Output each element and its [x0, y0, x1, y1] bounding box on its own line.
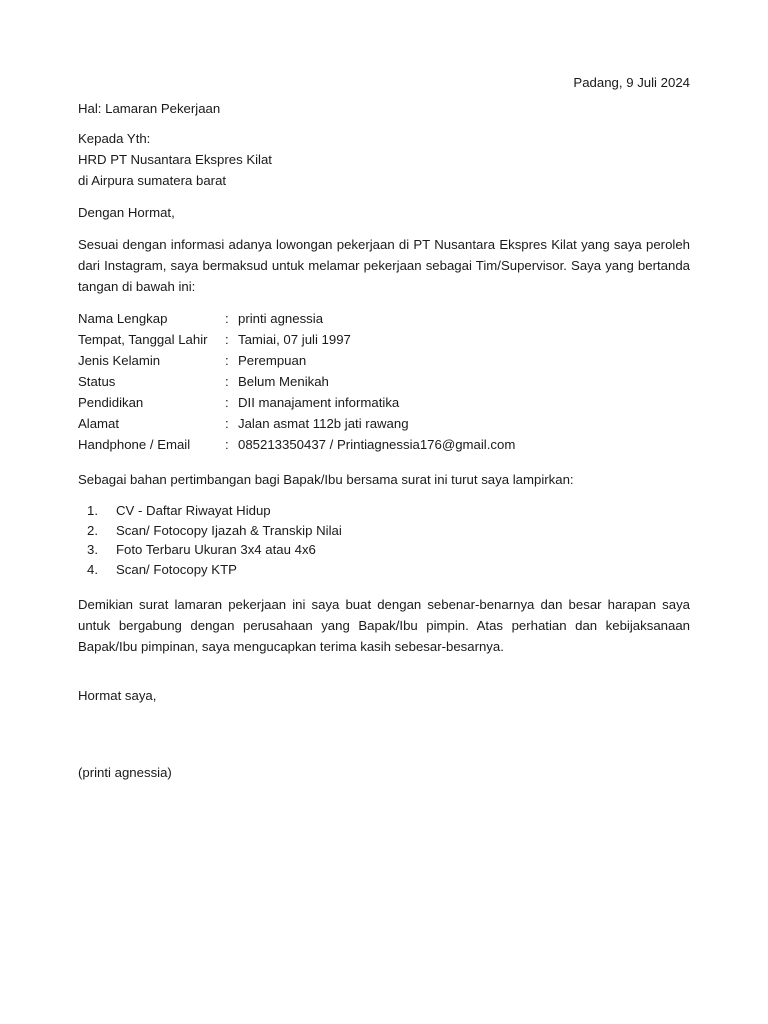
identity-row [78, 329, 515, 350]
identity-value: 085213350437 / Printiagnessia176@gmail.com [238, 437, 516, 452]
identity-colon: : [225, 395, 229, 410]
identity-colon: : [225, 332, 229, 347]
recipient-block [78, 128, 690, 191]
list-text: Scan/ Fotocopy KTP [116, 561, 237, 577]
identity-label: Nama Lengkap [78, 311, 168, 326]
identity-colon: : [225, 353, 229, 368]
identity-row [78, 392, 515, 413]
letter-date: Padang, 9 Juli 2024 [573, 75, 690, 90]
identity-label: Status [78, 374, 116, 389]
identity-label: Pendidikan [78, 395, 144, 410]
list-number: 3. [87, 542, 98, 557]
list-item [78, 521, 690, 541]
regards: Hormat saya, [78, 688, 157, 703]
closing-paragraph: Demikian surat lamaran pekerjaan ini saya buat dengan sebenar-benarnya dan besar harapan saya untuk bergabung dengan perusahaan yang Bapak/Ibu pimpin. Atas perhatian dan kebijaksanaan Bapak/Ibu pimpinan, saya mengucapkan terima kasih sebesar-besarnya. [78, 597, 690, 654]
identity-row [78, 434, 515, 455]
identity-row [78, 371, 515, 392]
attachments-list [78, 501, 690, 579]
identity-label: Tempat, Tanggal Lahir [78, 332, 208, 347]
letter-subject: Hal: Lamaran Pekerjaan [78, 101, 221, 116]
signature-name: (printi agnessia) [78, 765, 172, 780]
list-item [78, 560, 690, 580]
recipient-line: di Airpura sumatera barat [78, 173, 227, 188]
identity-label: Jenis Kelamin [78, 353, 161, 368]
recipient-line: HRD PT Nusantara Ekspres Kilat [78, 152, 272, 167]
identity-row [78, 350, 515, 371]
identity-value: Tamiai, 07 juli 1997 [238, 332, 351, 347]
list-text: Foto Terbaru Ukuran 3x4 atau 4x6 [116, 542, 316, 557]
identity-label: Handphone / Email [78, 437, 191, 452]
attachments-intro: Sebagai bahan pertimbangan bagi Bapak/Ibu bersama surat ini turut saya lampirkan: [78, 472, 574, 487]
identity-value: DII manajament informatika [238, 395, 400, 410]
identity-colon: : [225, 416, 229, 431]
list-text: Scan/ Fotocopy Ijazah & Transkip Nilai [116, 522, 342, 538]
identity-value: Jalan asmat 112b jati rawang [238, 416, 409, 431]
opening-paragraph: Sesuai dengan informasi adanya lowongan pekerjaan di PT Nusantara Ekspres Kilat yang saya peroleh dari Instagram, saya bermaksud untuk melamar pekerjaan sebagai Tim/Supervisor. Saya yang bertanda tangan di bawah ini: [78, 237, 690, 294]
list-item [78, 540, 690, 560]
recipient-line: Kepada Yth: [78, 131, 151, 146]
identity-row [78, 413, 515, 434]
identity-label: Alamat [78, 416, 120, 431]
identity-row [78, 308, 515, 329]
list-number: 4. [87, 561, 98, 577]
identity-colon: : [225, 374, 229, 389]
list-number: 1. [87, 503, 98, 518]
list-number: 2. [87, 522, 98, 538]
identity-colon: : [225, 437, 229, 452]
identity-colon: : [225, 311, 229, 326]
identity-value: Perempuan [238, 353, 307, 368]
identity-value: Belum Menikah [238, 374, 329, 389]
identity-value: printi agnessia [238, 311, 324, 326]
list-item [78, 501, 690, 521]
list-text: CV - Daftar Riwayat Hidup [116, 503, 271, 518]
greeting: Dengan Hormat, [78, 205, 175, 220]
identity-table [78, 308, 690, 455]
